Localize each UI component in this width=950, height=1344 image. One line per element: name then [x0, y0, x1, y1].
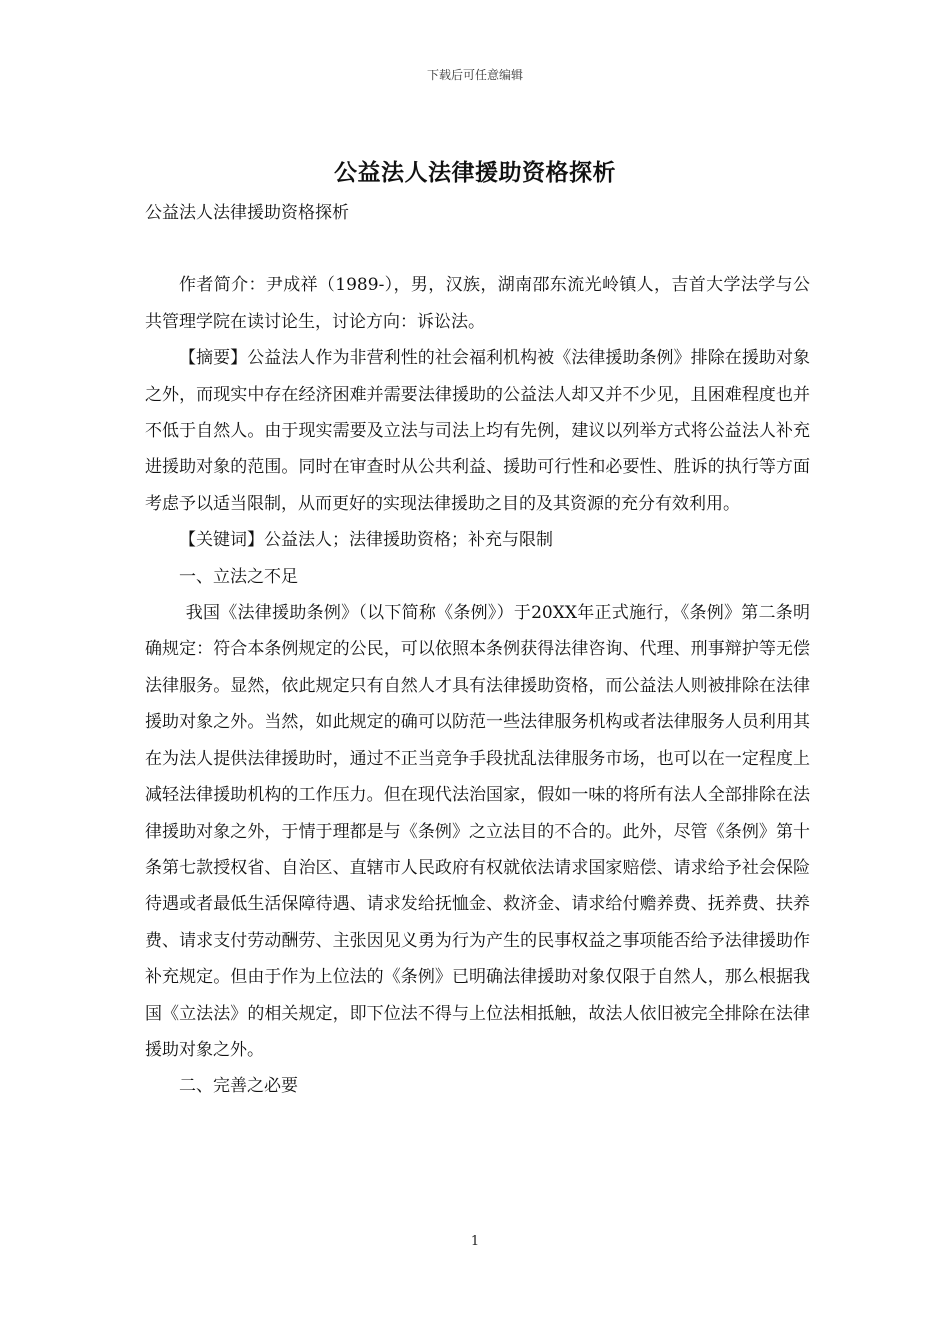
- section-heading-2: 二、完善之必要: [179, 1076, 298, 1097]
- section-heading-1: 一、立法之不足: [179, 566, 298, 587]
- abstract-paragraph: 【摘要】公益法人作为非营利性的社会福利机构被《法律援助条例》排除在援助对象之外，而现实中存在经济困难并需要法律援助的公益法人却又并不少见，且困难程度也并不低于自然人。由于现实需要及立法与司法上均有先例，建议以列举方式将公益法人补充进援助对象的范围。同时在审查时从公共利益、援助可行性和必要性、胜诉的执行等方面考虑予以适当限制，从而更好的实现法律援助之目的及其资源的充分有效利用。: [145, 348, 810, 514]
- keywords-paragraph: 【关键词】公益法人；法律援助资格；补充与限制: [179, 530, 553, 551]
- author-intro: 作者简介：尹成祥（1989-），男，汉族，湖南邵东流光岭镇人，吉首大学法学与公共管理学院在读讨论生，讨论方向：诉讼法。: [145, 275, 810, 332]
- section-1-paragraph: 我国《法律援助条例》（以下简称《条例》）于20XX年正式施行，《条例》第二条明确规定：符合本条例规定的公民，可以依照本条例获得法律咨询、代理、刑事辩护等无偿法律服务。显然，依此规定只有自然人才具有法律援助资格，而公益法人则被排除在法律援助对象之外。当然，如此规定的确可以防范一些法律服务机构或者法律服务人员利用其在为法人提供法律援助时，通过不正当竞争手段扰乱法律服务市场，也可以在一定程度上减轻法律援助机构的工作压力。但在现代法治国家，假如一味的将所有法人全部排除在法律援助对象之外，于情于理都是与《条例》之立法目的不合的。此外，尽管《条例》第十条第七款授权省、自治区、直辖市人民政府有权就依法请求国家赔偿、请求给予社会保险待遇或者最低生活保障待遇、请求发给抚恤金、救济金、请求给付赡养费、抚养费、扶养费、请求支付劳动酬劳、主张因见义勇为行为产生的民事权益之事项能否给予法律援助作补充规定。但由于作为上位法的《条例》已明确法律援助对象仅限于自然人，那么根据我国《立法法》的相关规定，即下位法不得与上位法相抵触，故法人依旧被完全排除在法律援助对象之外。: [145, 603, 810, 1060]
- document-title: 公益法人法律援助资格探析: [334, 159, 616, 186]
- document-body: [145, 195, 810, 1105]
- blank-line: [145, 231, 810, 267]
- page-number: 1: [470, 1234, 480, 1249]
- document-subtitle: 公益法人法律援助资格探析: [145, 203, 349, 223]
- header-note: 下载后可任意编辑: [426, 68, 523, 82]
